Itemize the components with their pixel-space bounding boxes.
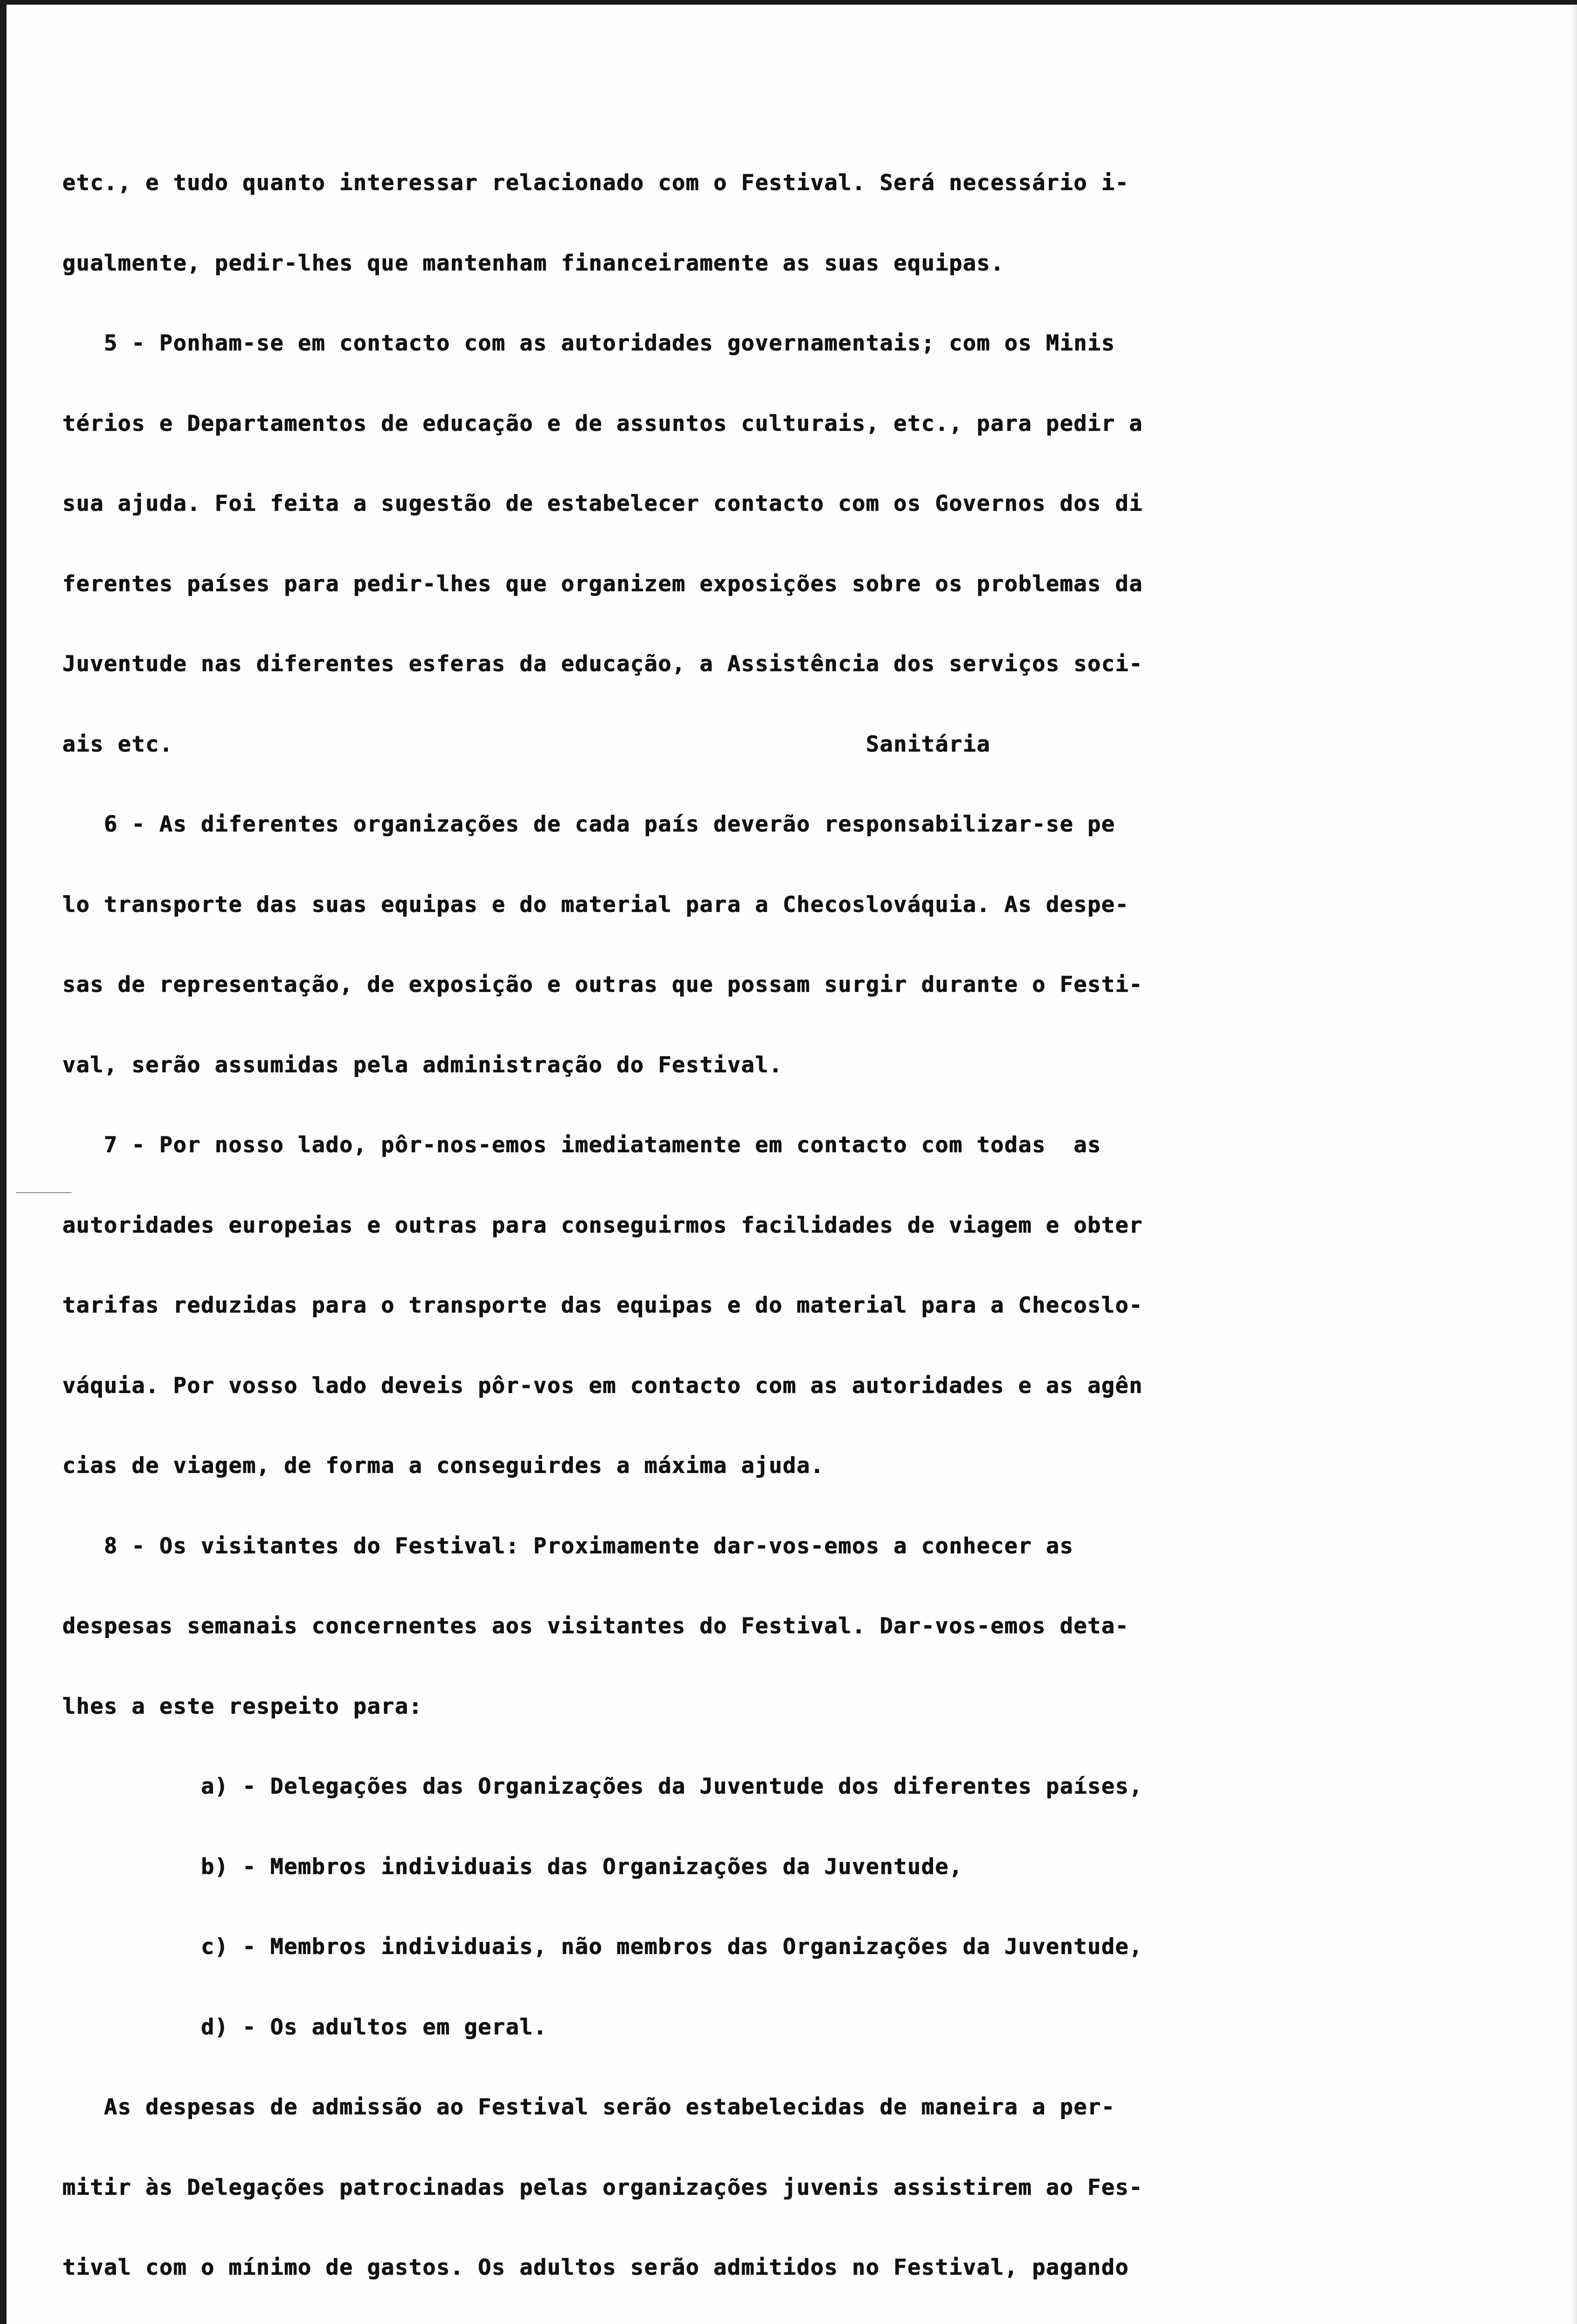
text-line: térios e Departamentos de educação e de assuntos culturais, etc., para pedir a <box>62 410 1143 436</box>
text-line: etc., e tudo quanto interessar relacionado com o Festival. Será necessário i- <box>62 170 1129 196</box>
text-line: lo transporte das suas equipas e do material para a Checoslováquia. As despe- <box>62 891 1129 918</box>
text-line: despesas semanais concernentes aos visitantes do Festival. Dar-vos-emos deta- <box>62 1613 1129 1639</box>
text-line: 8 - Os visitantes do Festival: Proximamente dar-vos-emos a conhecer as <box>62 1533 1074 1559</box>
list-item: b) - Membros individuais das Organizações da Juventude, <box>62 1854 963 1880</box>
typewritten-text <box>62 116 1541 2324</box>
text-line: ferentes países para pedir-lhes que organizem exposições sobre os problemas da <box>62 571 1143 597</box>
text-line: mitir às Delegações patrocinadas pelas organizações juvenis assistirem ao Fes- <box>62 2174 1143 2200</box>
list-item: d) - Os adultos em geral. <box>62 2014 547 2040</box>
text-line: 6 - As diferentes organizações de cada país deverão responsabilizar-se pe <box>62 812 1115 837</box>
list-item: c) - Membros individuais, não membros das Organizações da Juventude, <box>62 1934 1143 1960</box>
text-line: As despesas de admissão ao Festival serão estabelecidas de maneira a per- <box>62 2094 1115 2120</box>
text-line: sas de representação, de exposição e outras que possam surgir durante o Festi- <box>62 972 1143 997</box>
text-line: 5 - Ponham-se em contacto com as autoridades governamentais; com os Minis <box>62 330 1115 356</box>
text-line: tarifas reduzidas para o transporte das equipas e do material para a Checoslo- <box>62 1293 1143 1318</box>
text-line: lhes a este respeito para: <box>62 1693 423 1719</box>
text-line: val, serão assumidas pela administração do Festival. <box>62 1052 783 1078</box>
page-edge <box>1570 5 1577 2324</box>
text-line: gualmente, pedir-lhes que mantenham financeiramente as suas equipas. <box>62 250 1005 276</box>
text-line: cias de viagem, de forma a conseguirdes a máxima ajuda. <box>62 1453 824 1479</box>
list-item: a) - Delegações das Organizações da Juventude dos diferentes países, <box>62 1774 1143 1799</box>
text-line: váquia. Por vosso lado deveis pôr-vos em contacto com as autoridades e as agên <box>62 1373 1143 1399</box>
text-line: ais etc. Sanitária <box>62 731 991 757</box>
text-line: autoridades europeias e outras para conseguirmos facilidades de viagem e obter <box>62 1212 1143 1238</box>
text-line: sua ajuda. Foi feita a sugestão de estabelecer contacto com os Governos dos di <box>62 491 1143 516</box>
text-line: tival com o mínimo de gastos. Os adultos serão admitidos no Festival, pagando <box>62 2255 1129 2280</box>
scan-mark <box>16 1192 72 1193</box>
text-line: Juventude nas diferentes esferas da educação, a Assistência dos serviços soci- <box>62 651 1143 677</box>
text-line: 7 - Por nosso lado, pôr-nos-emos imediatamente em contacto com todas as <box>62 1132 1101 1158</box>
